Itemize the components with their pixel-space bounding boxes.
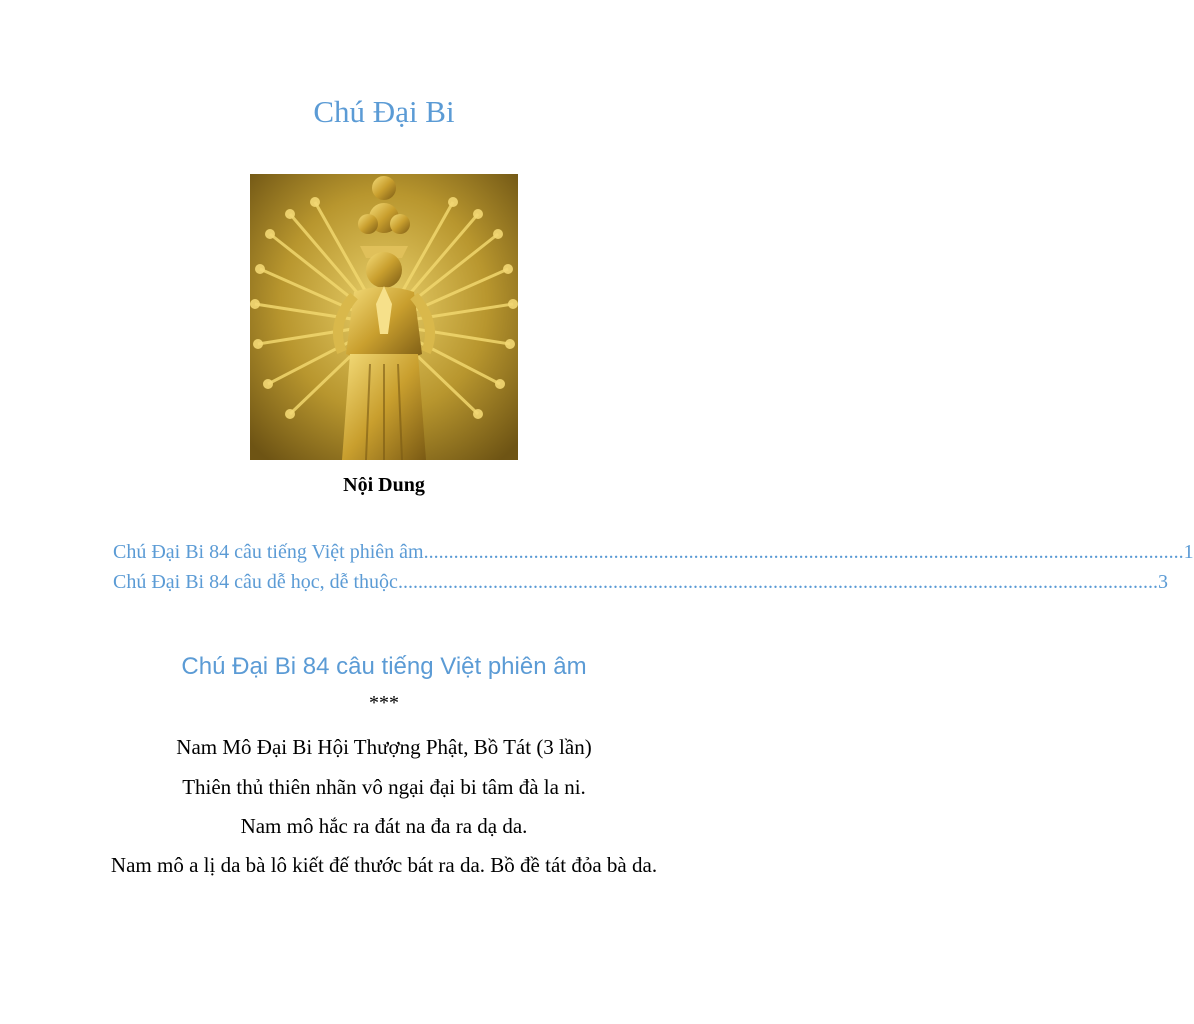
verse-line: Thiên thủ thiên nhãn vô ngại đại bi tâm đà la ni. — [182, 775, 586, 799]
toc-leader-dots: ........................................................................................................................................................ — [423, 541, 1184, 563]
verse-line: Nam mô hắc ra đát na đa ra dạ da. — [240, 814, 528, 838]
toc-entry[interactable] — [113, 541, 1194, 571]
toc-entry-label[interactable]: Chú Đại Bi 84 câu tiếng Việt phiên âm — [113, 541, 424, 563]
toc-heading: Nội Dung — [343, 474, 425, 496]
section-heading: Chú Đại Bi 84 câu tiếng Việt phiên âm — [181, 653, 587, 680]
section-separator: *** — [369, 692, 399, 714]
verse-line: Nam Mô Đại Bi Hội Thượng Phật, Bồ Tát (3 lần) — [176, 735, 592, 759]
document-title: Chú Đại Bi — [313, 94, 455, 129]
table-of-contents — [113, 541, 1194, 601]
verse-line: Nam mô a lị da bà lô kiết đế thước bát ra da. Bồ đề tát đỏa bà da. — [110, 853, 658, 877]
thousand-armed-bodhisattva-image — [250, 174, 518, 460]
toc-leader-dots: ........................................................................................................................................................ — [397, 571, 1158, 593]
toc-entry-page[interactable]: 1 — [1183, 541, 1194, 563]
toc-entry-page[interactable]: 3 — [1157, 571, 1168, 593]
toc-entry[interactable] — [113, 571, 1168, 601]
toc-entry-label[interactable]: Chú Đại Bi 84 câu dễ học, dễ thuộc — [113, 571, 398, 593]
